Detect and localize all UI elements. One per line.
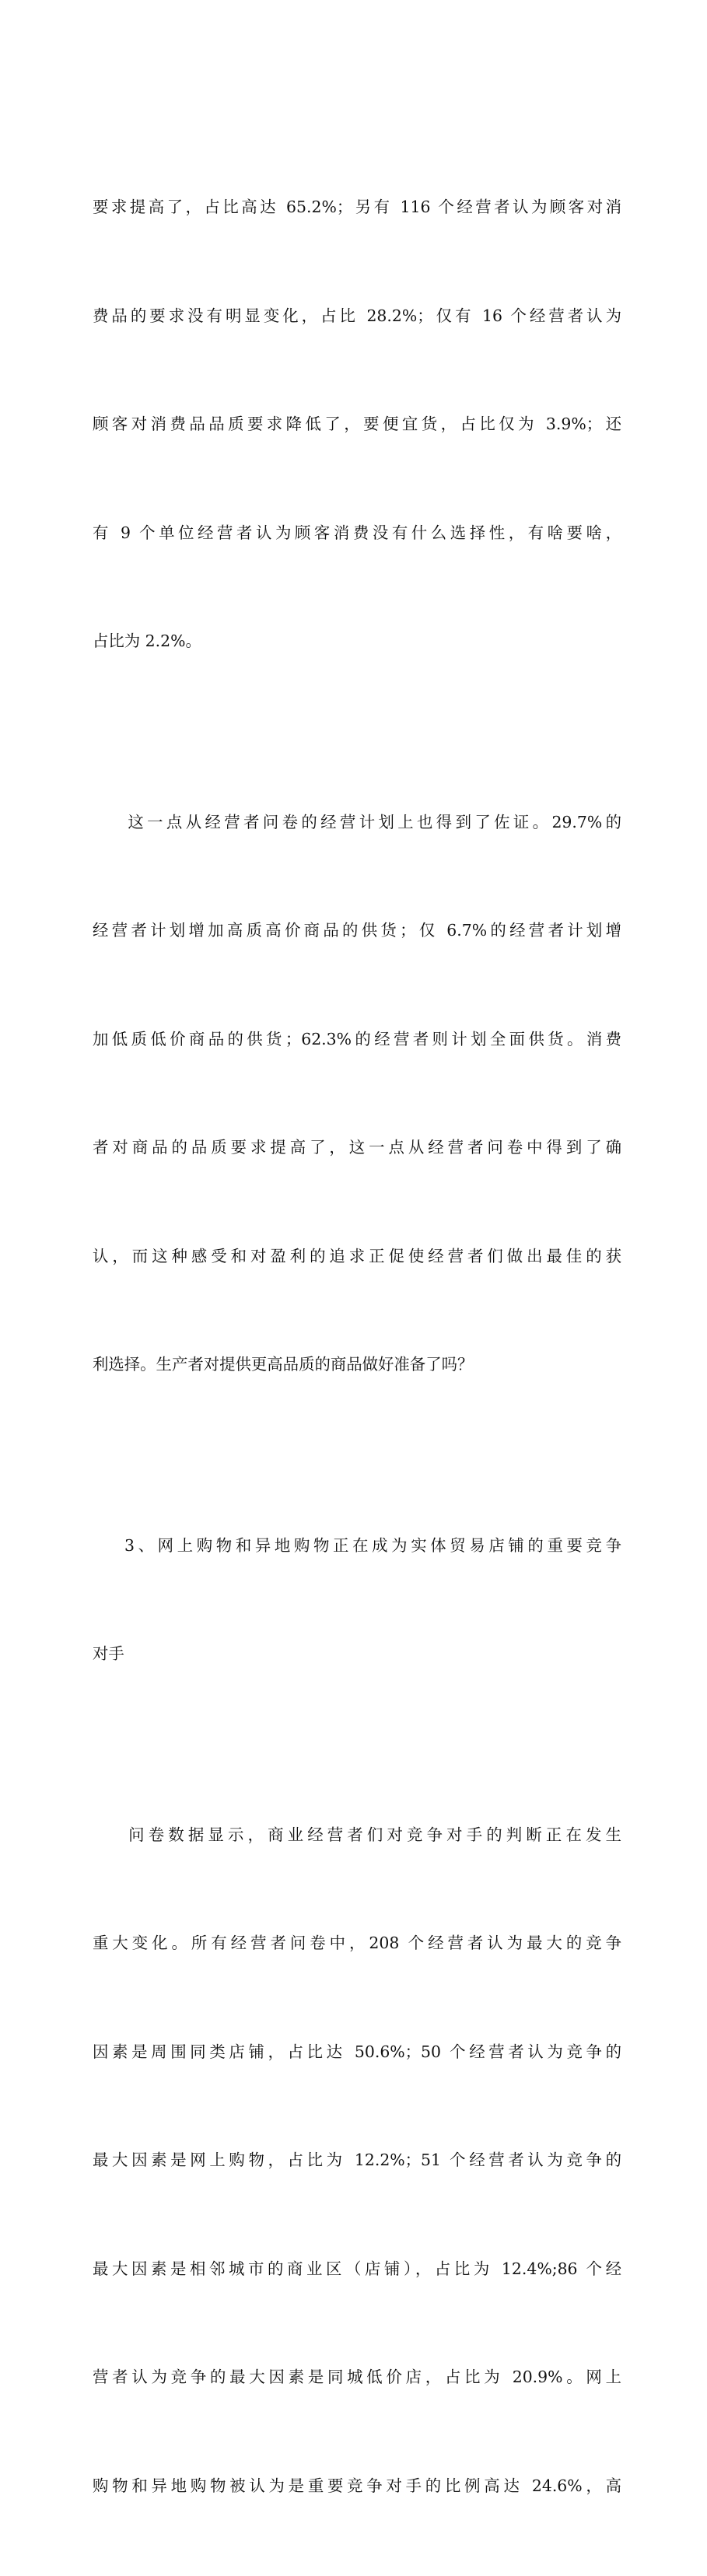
text-line: 最大因素是网上购物，占比为 12.2%；51 个经营者认为竞争的 bbox=[93, 2142, 621, 2179]
text-line: 有 9 个单位经营者认为顾客消费没有什么选择性，有啥要啥， bbox=[93, 515, 621, 551]
section-heading-3 bbox=[93, 1455, 621, 1745]
paragraph-consumer-demand bbox=[93, 117, 621, 732]
text-line: 经营者计划增加高质高价商品的供货；仅 6.7%的经营者计划增 bbox=[93, 912, 621, 949]
text-line: 加低质低价商品的供货；62.3%的经营者则计划全面供货。消费 bbox=[93, 1021, 621, 1058]
text-line: 认，而这种感受和对盈利的追求正促使经营者们做出最佳的获 bbox=[93, 1238, 621, 1275]
text-line: 要求提高了，占比高达 65.2%；另有 116 个经营者认为顾客对消 bbox=[93, 189, 621, 226]
text-line: 利选择。生产者对提供更高品质的商品做好准备了吗？ bbox=[93, 1346, 621, 1383]
text-line: 因素是周围同类店铺，占比达 50.6%；50 个经营者认为竞争的 bbox=[93, 2034, 621, 2070]
text-line: 费品的要求没有明显变化，占比 28.2%；仅有 16 个经营者认为 bbox=[93, 298, 621, 334]
text-line bbox=[93, 1817, 621, 1853]
paragraph-business-plan bbox=[93, 732, 621, 1455]
text-line: 最大因素是相邻城市的商业区（店铺），占比为 12.4%;86 个经 bbox=[93, 2251, 621, 2287]
text-line: 营者认为竞争的最大因素是同城低价店，占比为 20.9%。网上 bbox=[93, 2359, 621, 2396]
text-line: 对手 bbox=[93, 1636, 621, 1672]
paragraph-competition bbox=[93, 1745, 621, 2576]
document-page bbox=[0, 0, 707, 1000]
text-line bbox=[93, 1528, 621, 1564]
text-line-content: 这一点从经营者问卷的经营计划上也得到了佐证。29.7%的 bbox=[124, 813, 621, 831]
document-body bbox=[93, 117, 621, 2576]
text-line: 者对商品的品质要求提高了，这一点从经营者问卷中得到了确 bbox=[93, 1129, 621, 1166]
text-line: 占比为 2.2%。 bbox=[93, 623, 621, 660]
text-line bbox=[93, 804, 621, 841]
text-line-content: 问卷数据显示，商业经营者们对竞争对手的判断正在发生 bbox=[124, 1825, 621, 1844]
text-line-content: 3、网上购物和异地购物正在成为实体贸易店铺的重要竞争 bbox=[124, 1536, 621, 1555]
text-line: 顾客对消费品品质要求降低了，要便宜货，占比仅为 3.9%；还 bbox=[93, 406, 621, 443]
text-line: 重大变化。所有经营者问卷中，208 个经营者认为最大的竞争 bbox=[93, 1925, 621, 1962]
text-line: 购物和异地购物被认为是重要竞争对手的比例高达 24.6%，高 bbox=[93, 2468, 621, 2504]
